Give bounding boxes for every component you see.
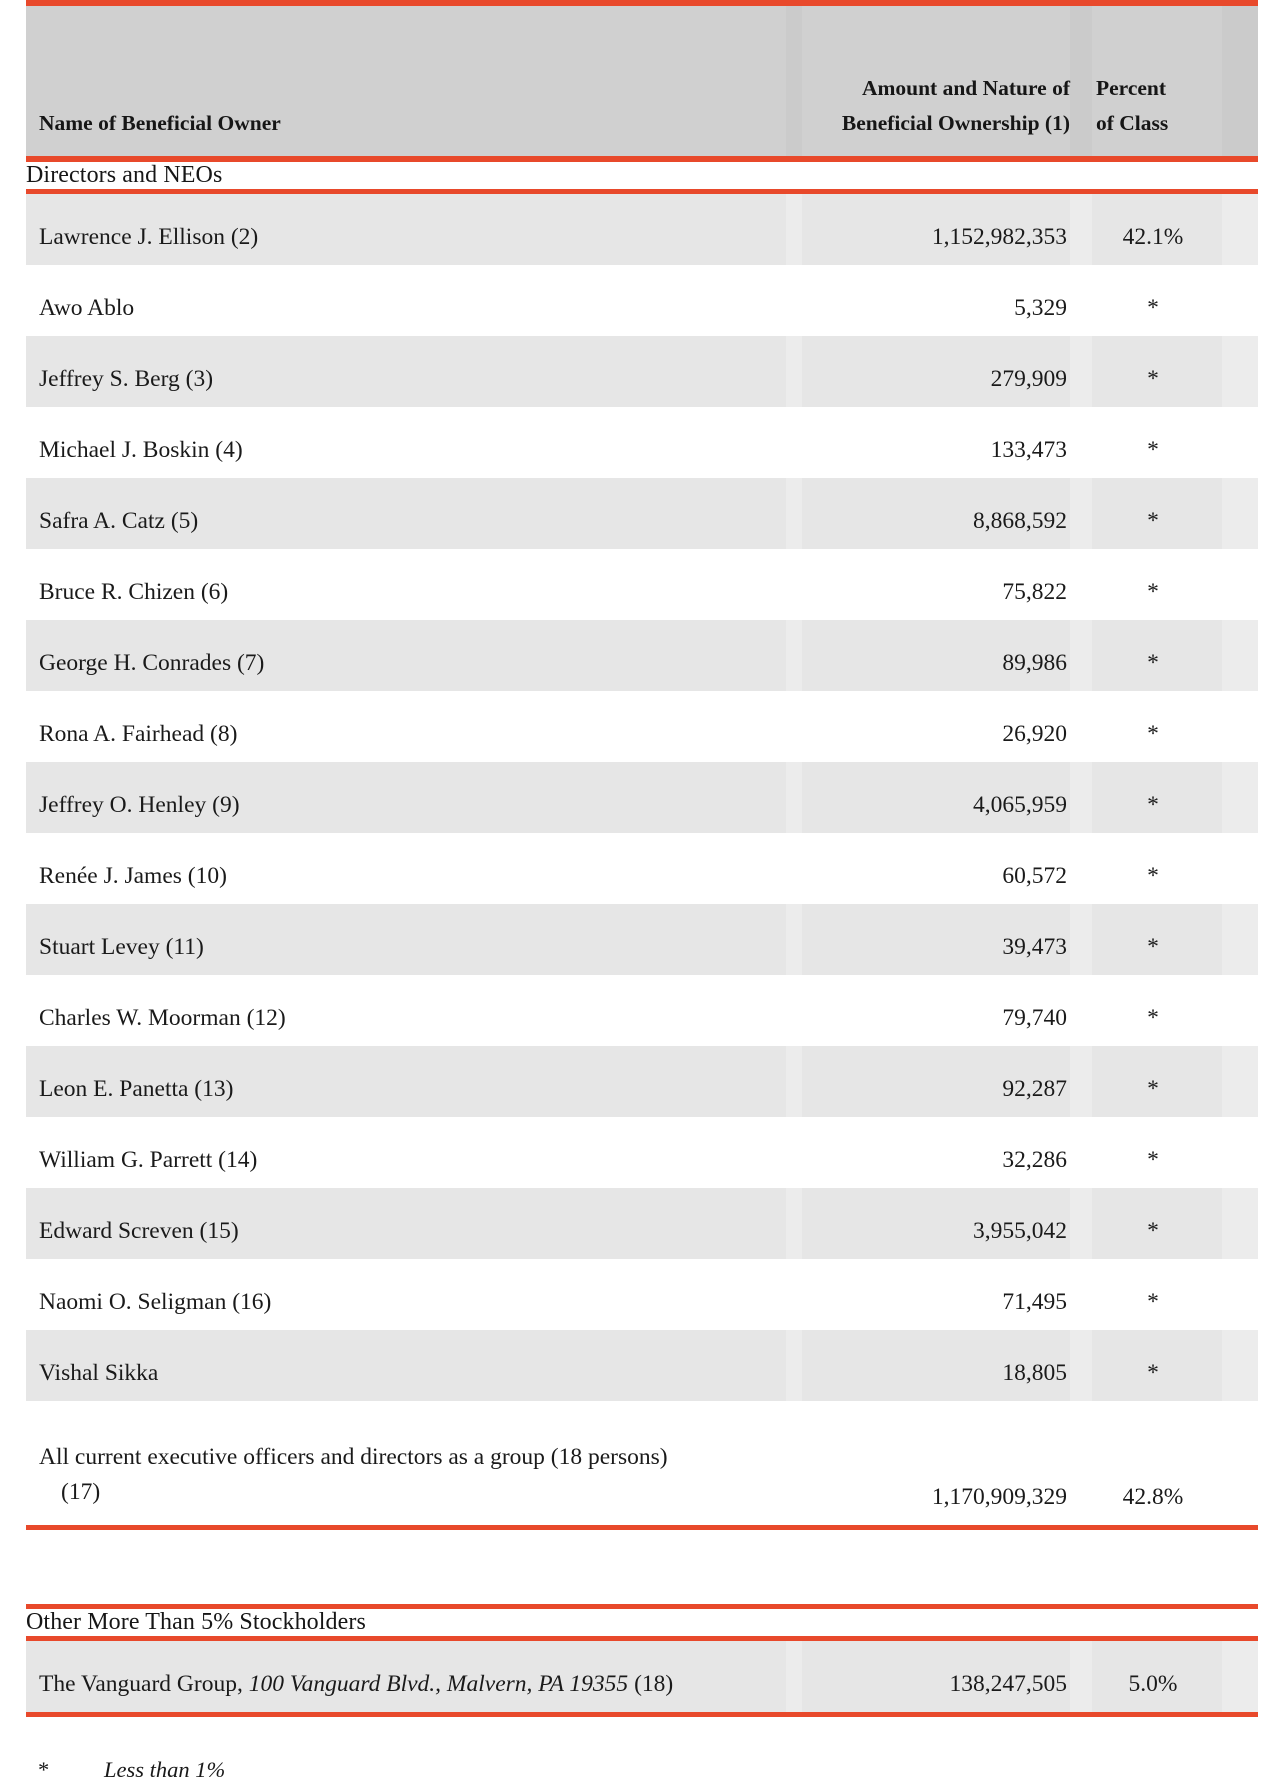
row-name-prefix: The Vanguard Group, xyxy=(39,1670,249,1697)
section-heading-row-other xyxy=(26,1609,1258,1636)
row-gutter-1 xyxy=(786,478,802,549)
row-name: Bruce R. Chizen (6) xyxy=(26,549,786,620)
row-amount: 71,495 xyxy=(802,1259,1070,1330)
row-gutter-1 xyxy=(786,194,802,265)
row-percent: * xyxy=(1092,407,1222,478)
row-name: Charles W. Moorman (12) xyxy=(26,975,786,1046)
row-gutter-2 xyxy=(1070,194,1092,265)
table-row xyxy=(26,336,1258,407)
row-name: Awo Ablo xyxy=(26,265,786,336)
row-name: Stuart Levey (11) xyxy=(26,904,786,975)
column-header-name: Name of Beneficial Owner xyxy=(26,6,786,156)
row-percent: * xyxy=(1092,478,1222,549)
row-gutter-1 xyxy=(786,691,802,762)
other-rows-table xyxy=(26,1641,1258,1712)
section-title-directors: Directors and NEOs xyxy=(26,162,1258,189)
row-amount: 75,822 xyxy=(802,549,1070,620)
row-gutter-2 xyxy=(1070,620,1092,691)
footnote-text: Less than 1% xyxy=(104,1757,226,1782)
row-gutter-3 xyxy=(1222,1046,1258,1117)
footnote-marker: * xyxy=(38,1757,50,1782)
row-percent: * xyxy=(1092,549,1222,620)
row-amount: 4,065,959 xyxy=(802,762,1070,833)
column-gutter-2 xyxy=(1070,6,1092,156)
table-total-row xyxy=(26,1401,1258,1525)
table-row xyxy=(26,549,1258,620)
row-gutter-3 xyxy=(1222,904,1258,975)
row-amount: 79,740 xyxy=(802,975,1070,1046)
directors-rows-body xyxy=(26,194,1258,1525)
row-gutter-2 xyxy=(1070,691,1092,762)
row-percent: * xyxy=(1092,691,1222,762)
row-gutter-1 xyxy=(786,1330,802,1401)
row-gutter-1 xyxy=(786,620,802,691)
row-name-suffix: (18) xyxy=(628,1670,674,1697)
row-name: Safra A. Catz (5) xyxy=(26,478,786,549)
row-gutter-2 xyxy=(1070,549,1092,620)
row-gutter-1 xyxy=(786,1046,802,1117)
table-row xyxy=(26,1259,1258,1330)
column-header-percent xyxy=(1092,6,1222,156)
row-name: George H. Conrades (7) xyxy=(26,620,786,691)
row-amount: 5,329 xyxy=(802,265,1070,336)
row-gutter-2 xyxy=(1070,407,1092,478)
table-row xyxy=(26,1330,1258,1401)
row-gutter-3 xyxy=(1222,1259,1258,1330)
total-row-percent: 42.8% xyxy=(1092,1401,1222,1525)
total-row-name-line2: (17) xyxy=(61,1479,101,1506)
row-gutter-3 xyxy=(1222,833,1258,904)
table-row xyxy=(26,691,1258,762)
row-percent: * xyxy=(1092,1046,1222,1117)
table-row xyxy=(26,194,1258,265)
row-gutter-1 xyxy=(786,1188,802,1259)
row-gutter-2 xyxy=(1070,1046,1092,1117)
row-gutter-2 xyxy=(1070,1641,1092,1712)
row-percent: 5.0% xyxy=(1092,1641,1222,1712)
row-gutter-3 xyxy=(1222,194,1258,265)
row-name: Naomi O. Seligman (16) xyxy=(26,1259,786,1330)
row-percent: * xyxy=(1092,975,1222,1046)
row-amount: 60,572 xyxy=(802,833,1070,904)
other-section-bottom-rule xyxy=(26,1712,1258,1717)
row-gutter-1 xyxy=(786,265,802,336)
row-gutter-2 xyxy=(1070,478,1092,549)
row-percent: * xyxy=(1092,762,1222,833)
row-gutter-2 xyxy=(1070,265,1092,336)
total-row-name xyxy=(26,1401,786,1525)
row-name: Jeffrey S. Berg (3) xyxy=(26,336,786,407)
row-amount: 18,805 xyxy=(802,1330,1070,1401)
column-header-amount-line1: Amount and Nature of xyxy=(861,76,1070,101)
row-amount: 3,955,042 xyxy=(802,1188,1070,1259)
row-gutter-3 xyxy=(1222,336,1258,407)
row-gutter-3 xyxy=(1222,1188,1258,1259)
row-name: Leon E. Panetta (13) xyxy=(26,1046,786,1117)
table-row xyxy=(26,1117,1258,1188)
row-name: William G. Parrett (14) xyxy=(26,1117,786,1188)
row-gutter-3 xyxy=(1222,265,1258,336)
row-gutter-2 xyxy=(1070,1117,1092,1188)
row-percent: * xyxy=(1092,336,1222,407)
row-gutter-3 xyxy=(1222,691,1258,762)
column-gutter-3 xyxy=(1222,6,1258,156)
row-amount: 133,473 xyxy=(802,407,1070,478)
table-row xyxy=(26,904,1258,975)
table-row xyxy=(26,407,1258,478)
row-name: Edward Screven (15) xyxy=(26,1188,786,1259)
table-row xyxy=(26,1641,1258,1712)
table-row xyxy=(26,1046,1258,1117)
row-gutter-2 xyxy=(1070,833,1092,904)
row-percent: 42.1% xyxy=(1092,194,1222,265)
row-amount: 89,986 xyxy=(802,620,1070,691)
row-percent: * xyxy=(1092,1188,1222,1259)
row-gutter-1 xyxy=(786,833,802,904)
directors-section xyxy=(26,162,1258,189)
section-heading-row-directors xyxy=(26,162,1258,189)
row-percent: * xyxy=(1092,833,1222,904)
row-gutter-3 xyxy=(1222,1330,1258,1401)
row-gutter-3 xyxy=(1222,620,1258,691)
column-header-percent-line2: of Class xyxy=(1096,111,1169,136)
row-amount: 39,473 xyxy=(802,904,1070,975)
row-name: Vishal Sikka xyxy=(26,1330,786,1401)
row-gutter-1 xyxy=(786,1259,802,1330)
total-row-amount: 1,170,909,329 xyxy=(802,1401,1070,1525)
row-gutter-2 xyxy=(1070,1330,1092,1401)
row-percent: * xyxy=(1092,265,1222,336)
row-gutter-1 xyxy=(786,407,802,478)
section-spacer xyxy=(26,1530,1258,1604)
row-name: Rona A. Fairhead (8) xyxy=(26,691,786,762)
table-row xyxy=(26,975,1258,1046)
row-amount: 138,247,505 xyxy=(802,1641,1070,1712)
column-header-amount-line2: Beneficial Ownership (1) xyxy=(841,111,1070,136)
row-gutter-3 xyxy=(1222,1641,1258,1712)
row-gutter-3 xyxy=(1222,1117,1258,1188)
other-section-heading-table xyxy=(26,1609,1258,1636)
table-row xyxy=(26,478,1258,549)
row-gutter-2 xyxy=(1070,1401,1092,1525)
row-gutter-1 xyxy=(786,1117,802,1188)
directors-rows-table xyxy=(26,194,1258,1525)
row-percent: * xyxy=(1092,1259,1222,1330)
row-gutter-2 xyxy=(1070,1259,1092,1330)
table-row xyxy=(26,620,1258,691)
row-name-address: 100 Vanguard Blvd., Malvern, PA 19355 xyxy=(248,1670,629,1697)
row-gutter-2 xyxy=(1070,904,1092,975)
table-header-row xyxy=(26,6,1258,156)
row-gutter-3 xyxy=(1222,407,1258,478)
row-amount: 26,920 xyxy=(802,691,1070,762)
row-amount: 1,152,982,353 xyxy=(802,194,1070,265)
column-gutter-1 xyxy=(786,6,802,156)
row-percent: * xyxy=(1092,904,1222,975)
row-amount: 279,909 xyxy=(802,336,1070,407)
column-header-percent-line1: Percent xyxy=(1096,76,1167,101)
section-title-other-stockholders: Other More Than 5% Stockholders xyxy=(26,1609,1258,1636)
row-gutter-2 xyxy=(1070,975,1092,1046)
row-gutter-2 xyxy=(1070,1188,1092,1259)
table-row xyxy=(26,265,1258,336)
row-gutter-1 xyxy=(786,975,802,1046)
row-amount: 32,286 xyxy=(802,1117,1070,1188)
row-name: Michael J. Boskin (4) xyxy=(26,407,786,478)
row-gutter-3 xyxy=(1222,478,1258,549)
row-gutter-3 xyxy=(1222,549,1258,620)
footnote-less-than-one-percent xyxy=(26,1757,1258,1783)
row-name: Lawrence J. Ellison (2) xyxy=(26,194,786,265)
table-row xyxy=(26,762,1258,833)
row-gutter-3 xyxy=(1222,762,1258,833)
column-header-amount xyxy=(802,6,1070,156)
total-row-name-line1: All current executive officers and directors as a group (18 persons) xyxy=(39,1443,668,1470)
row-name: Jeffrey O. Henley (9) xyxy=(26,762,786,833)
row-percent: * xyxy=(1092,620,1222,691)
row-percent: * xyxy=(1092,1330,1222,1401)
row-gutter-1 xyxy=(786,549,802,620)
row-name xyxy=(26,1641,786,1712)
row-gutter-1 xyxy=(786,904,802,975)
row-gutter-1 xyxy=(786,762,802,833)
row-gutter-3 xyxy=(1222,1401,1258,1525)
row-amount: 8,868,592 xyxy=(802,478,1070,549)
row-gutter-1 xyxy=(786,1641,802,1712)
row-amount: 92,287 xyxy=(802,1046,1070,1117)
row-gutter-2 xyxy=(1070,762,1092,833)
row-gutter-1 xyxy=(786,336,802,407)
ownership-table xyxy=(26,6,1258,156)
beneficial-ownership-table xyxy=(26,0,1258,1530)
table-row xyxy=(26,1188,1258,1259)
row-gutter-2 xyxy=(1070,336,1092,407)
row-name: Renée J. James (10) xyxy=(26,833,786,904)
row-gutter-1 xyxy=(786,1401,802,1525)
other-stockholders-table xyxy=(26,1604,1258,1717)
row-gutter-3 xyxy=(1222,975,1258,1046)
row-percent: * xyxy=(1092,1117,1222,1188)
table-row xyxy=(26,833,1258,904)
